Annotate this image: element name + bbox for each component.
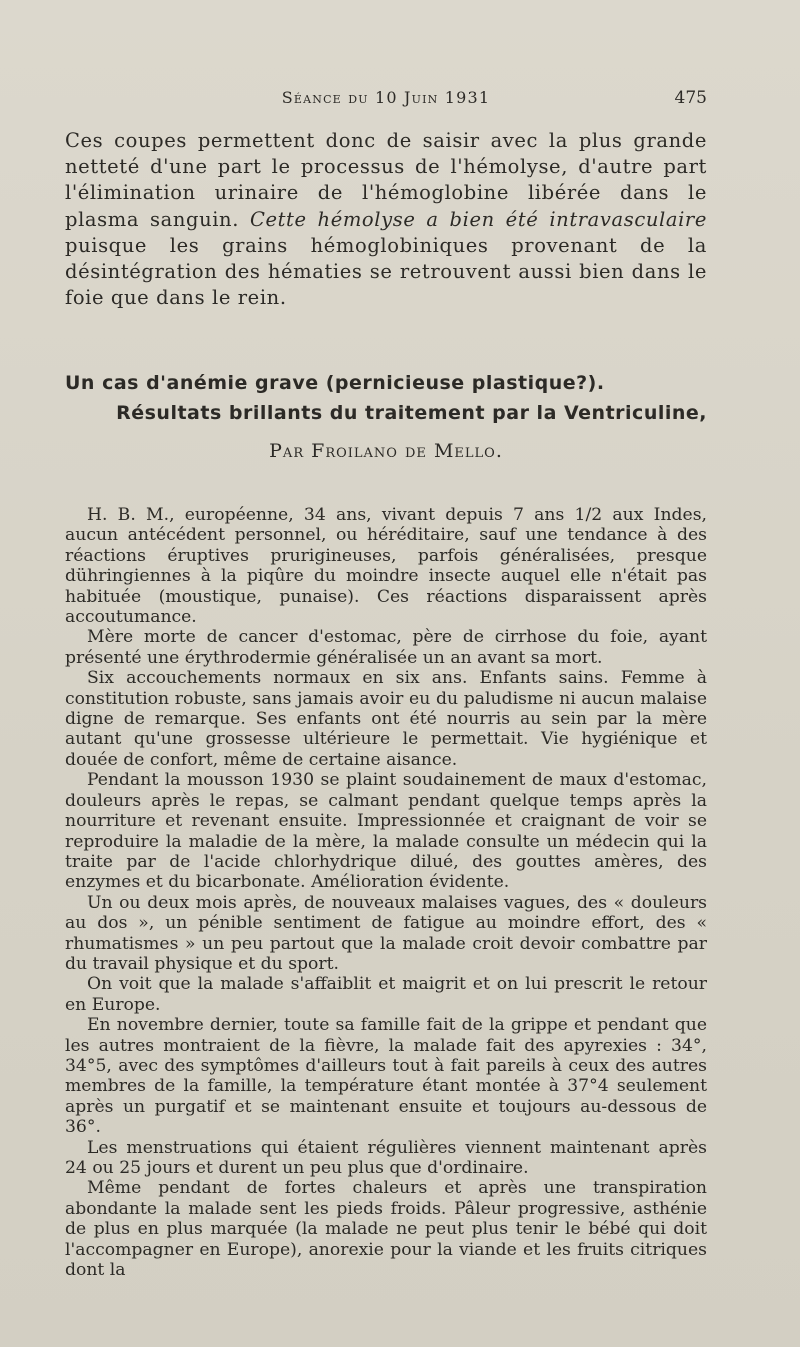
intro-text-end: puisque les grains hémoglobiniques provenant de la désintégration des hématies se retrouvent aussi bien dans le foie que dans le rein. <box>65 233 707 310</box>
body-paragraph: Même pendant de fortes chaleurs et après une transpiration abondante la malade sent les pieds froids. Pâleur progressive, asthénie de plus en plus marquée (la malade ne peut plus tenir le bébé qui doit l'accompagner en Europe), anorexie pour la viande et les fruits citriques dont la <box>65 1178 707 1281</box>
article-title <box>65 368 707 428</box>
intro-paragraph <box>65 128 707 311</box>
article-byline: Par Froilano de Mello. <box>269 440 503 462</box>
body-paragraph: Six accouchements normaux en six ans. Enfants sains. Femme à constitution robuste, sans jamais avoir eu du paludisme ni aucun malaise digne de remarque. Ses enfants ont été nourris au sein par la mère autant qu'une grossesse ultérieure le permettait. Vie hygiénique et douée de confort, même de certaine aisance. <box>65 668 707 770</box>
intro-text-start: Ces coupes permettent donc de saisir avec la plus grande netteté d'une part le processus de l'hémolyse, d'autre part l'élimination urinaire de l'hémoglobine libérée dans le plasma sanguin. <box>65 129 707 231</box>
body-paragraph: Les menstruations qui étaient régulières viennent maintenant après 24 ou 25 jours et durent un peu plus que d'ordinaire. <box>65 1137 707 1178</box>
body-paragraph: H. B. M., européenne, 34 ans, vivant depuis 7 ans 1/2 aux Indes, aucun antécédent personnel, ou héréditaire, sauf une tendance à des réactions éruptives prurigineuses, parfois généralisées, presque dühringiennes à la piqûre du moindre insecte auquel elle n'était pas habituée (moustique, punaise). Ces réactions disparaissent après accoutumance. <box>65 505 707 628</box>
body-paragraph: Un ou deux mois après, de nouveaux malaises vagues, des « douleurs au dos », un pénible sentiment de fatigue au moindre effort, des « rhumatismes » un peu partout que la malade croit devoir combattre par du travail physique et du sport. <box>65 892 707 974</box>
body-paragraph: On voit que la malade s'affaiblit et maigrit et on lui prescrit le retour en Europe. <box>65 974 707 1015</box>
body-paragraph: En novembre dernier, toute sa famille fait de la grippe et pendant que les autres montraient de la fièvre, la malade fait des apyrexies : 34°, 34°5, avec des symptômes d'ailleurs tout à fait pareils à ceux des autres membres de la famille, la température étant montée à 37°4 seulement après un purgatif et se maintenant ensuite et toujours au-dessous de 36°. <box>65 1015 707 1138</box>
body-paragraph: Mère morte de cancer d'estomac, père de cirrhose du foie, ayant présenté une érythrodermie généralisée un an avant sa mort. <box>65 627 707 668</box>
article-body <box>65 505 707 1280</box>
page-header <box>65 88 707 112</box>
intro-italic-phrase: Cette hémolyse a bien été intravasculaire <box>249 207 707 231</box>
article-title-line-1: Un cas d'anémie grave (pernicieuse plastique?). <box>65 372 605 394</box>
body-paragraph: Pendant la mousson 1930 se plaint soudainement de maux d'estomac, douleurs après le repas, se calmant pendant quelque temps après la nourriture et revenant ensuite. Impressionnée et craignant de voir se reproduire la maladie de la mère, la malade consulte un médecin qui la traite par de l'acide chlorhydrique dilué, des gouttes amères, des enzymes et du bicarbonate. Amélioration évidente. <box>65 770 707 893</box>
article-title-line-2: Résultats brillants du traitement par la Ventriculine, <box>116 402 707 424</box>
running-head: Séance du 10 Juin 1931 <box>281 88 491 107</box>
page-number: 475 <box>674 88 707 108</box>
